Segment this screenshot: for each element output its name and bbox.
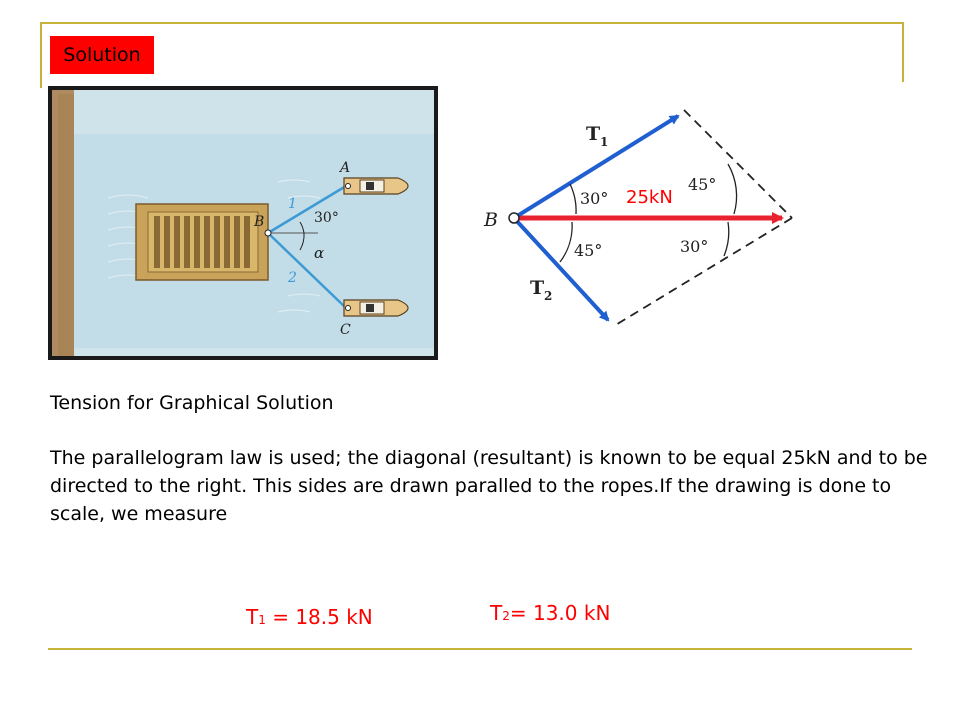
t2-label-letter: T xyxy=(530,277,545,299)
right-rule xyxy=(902,22,904,82)
force-diagram xyxy=(466,92,852,360)
angle-bottom-right: 30° xyxy=(680,237,709,256)
photo-rope-1: 1 xyxy=(288,196,297,212)
t2-result-letter: T xyxy=(490,601,503,625)
t1-result-value: = 18.5 kN xyxy=(265,605,373,629)
t2-result xyxy=(490,600,610,629)
origin-point xyxy=(509,213,519,223)
t1-label-letter: T xyxy=(586,123,601,145)
explanation-paragraph: The parallelogram law is used; the diagonal (resultant) is known to be equal 25kN and to be directed to the right. This sides are drawn paralled to the ropes.If the drawing is done to scale, we measure xyxy=(50,447,928,525)
angle-t1-b: 30° xyxy=(580,189,609,208)
bottom-rule xyxy=(48,648,912,650)
photo-label-a: A xyxy=(340,160,351,176)
top-rule xyxy=(40,22,904,24)
photo-label-b: B xyxy=(254,214,265,230)
angle-top-right: 45° xyxy=(688,175,717,194)
angle-t2-b: 45° xyxy=(574,241,603,260)
left-rule xyxy=(40,22,42,88)
t2-label-sub: 2 xyxy=(544,289,553,303)
photo-angle-30: 30° xyxy=(314,210,339,226)
t1-result-letter: T xyxy=(246,605,259,629)
photo-angle-alpha: α xyxy=(314,244,325,262)
t2-result-value: = 13.0 kN xyxy=(509,601,611,625)
solution-badge: Solution xyxy=(50,36,154,74)
t1-label-sub: 1 xyxy=(600,135,609,149)
section-heading: Tension for Graphical Solution xyxy=(50,392,334,414)
photo-label-c: C xyxy=(340,322,351,338)
resultant-label: 25kN xyxy=(626,187,673,208)
t2-result-sub: 2 xyxy=(502,609,510,623)
t1-result-sub: 1 xyxy=(258,613,266,627)
barge-photo xyxy=(48,86,438,360)
t1-result xyxy=(246,604,373,633)
photo-rope-2: 2 xyxy=(288,270,297,286)
diagram-label-b: B xyxy=(484,209,498,231)
